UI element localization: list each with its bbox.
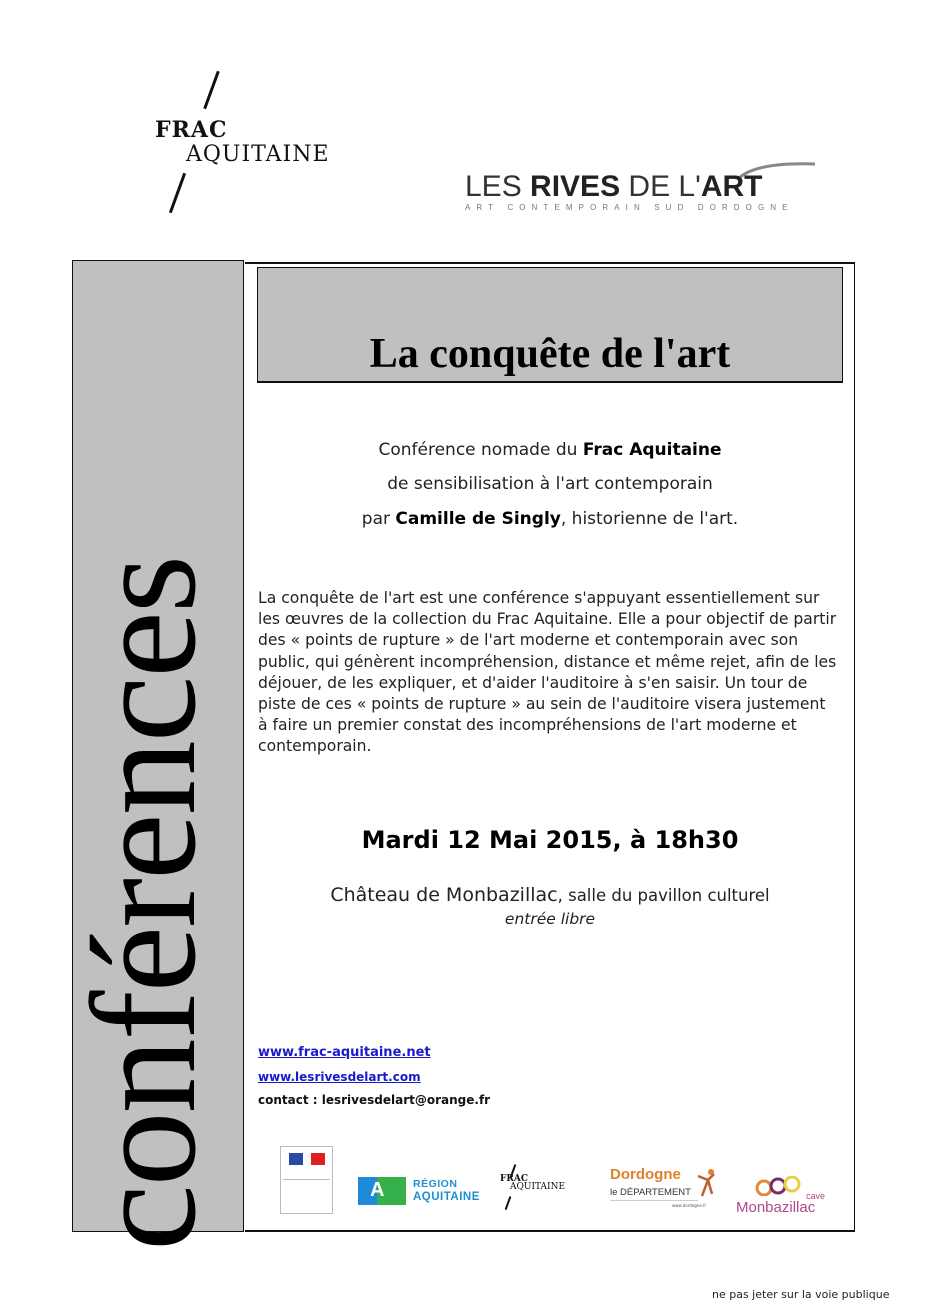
cave-name: Monbazillac — [736, 1199, 816, 1216]
les-rives-de-lart-logo — [462, 160, 822, 216]
region-aquitaine-logo — [358, 1175, 488, 1207]
event-date: Mardi 12 Mai 2015, à 18h30 — [361, 826, 739, 854]
venue-detail: , salle du pavillon culturel — [557, 886, 770, 905]
frac-small-line2: AQUITAINE — [510, 1182, 566, 1192]
rives-logo-text — [465, 170, 763, 204]
flag-red — [311, 1153, 325, 1165]
side-band — [61, 260, 244, 1251]
intro-line-2: de sensibilisation à l'art contemporain — [387, 474, 713, 494]
intro-organization: Frac Aquitaine — [582, 440, 722, 460]
rings-icon — [754, 1176, 804, 1196]
logo-text-aquitaine: AQUITAINE — [186, 142, 330, 167]
rives-website-link[interactable]: www.lesrivesdelart.com — [258, 1070, 421, 1084]
dordogne-url: www.dordogne.fr — [672, 1203, 707, 1208]
cave-monbazillac-logo — [734, 1176, 834, 1220]
rives-de-l: DE L' — [620, 170, 701, 203]
intro-prefix: Conférence nomade du — [378, 440, 583, 460]
event-venue — [257, 884, 843, 906]
logo-slash-bottom — [169, 173, 186, 213]
venue-name: Château de Monbazillac — [330, 884, 558, 906]
logo-slash-top — [203, 71, 219, 110]
frac-small-line1: FRAC — [500, 1174, 529, 1184]
frac-aquitaine-small-logo — [498, 1164, 588, 1212]
speaker-name: Camille de Singly — [395, 509, 561, 529]
frac-website-link[interactable]: www.frac-aquitaine.net — [258, 1045, 431, 1060]
region-emblem-icon: A — [358, 1177, 406, 1205]
cave-label: cave — [806, 1191, 826, 1201]
frac-aquitaine-logo — [150, 70, 370, 215]
footer-note: ne pas jeter sur la voie publique — [712, 1288, 890, 1301]
region-line2: AQUITAINE — [413, 1191, 480, 1203]
entry-info: entrée libre — [504, 910, 596, 928]
rives-tagline: ART CONTEMPORAIN SUD DORDOGNE — [465, 203, 794, 212]
prefet-logo — [280, 1146, 333, 1214]
dordogne-logo — [610, 1166, 720, 1214]
dancing-figure-icon — [696, 1168, 716, 1198]
vertical-title: conférences — [61, 556, 227, 1251]
divider — [610, 1200, 698, 1201]
rives-les: LES — [465, 170, 531, 203]
flag-blue — [289, 1153, 303, 1165]
contact-email: contact : lesrivesdelart@orange.fr — [258, 1093, 491, 1107]
divider — [283, 1179, 330, 1180]
intro-line-1 — [257, 440, 843, 460]
intro-par: par — [361, 509, 396, 529]
intro-line-3 — [257, 509, 843, 529]
description-paragraph: La conquête de l'art est une conférence s'appuyant essentiellement sur les œuvres de la collection du Frac Aquitaine. Elle a pour objectif de partir des « points de rupture » de l'art moderne et contemporain avec son public, qui génèrent incompréhension, distance et même rejet, afin de les déjouer, de les expliquer, et d'aider l'auditoire à s'en saisir. Un tour de piste de ces « points de rupture » au sein de l'auditoire visera justement à faire un premier constat des incompréhensions de l'art moderne et contemporain. — [258, 589, 837, 756]
rives-rives: RIVES — [530, 170, 621, 203]
title-box — [257, 267, 843, 383]
page-title: La conquête de l'art — [369, 331, 731, 377]
rives-art: ART — [700, 170, 763, 203]
region-line1: RÉGION — [413, 1178, 458, 1190]
dordogne-name: Dordogne — [610, 1166, 681, 1183]
speaker-role: , historienne de l'art. — [560, 509, 739, 529]
logo-text-frac: FRAC — [155, 117, 228, 143]
dordogne-dept: le DÉPARTEMENT — [610, 1187, 691, 1198]
slash-bottom — [505, 1196, 511, 1210]
